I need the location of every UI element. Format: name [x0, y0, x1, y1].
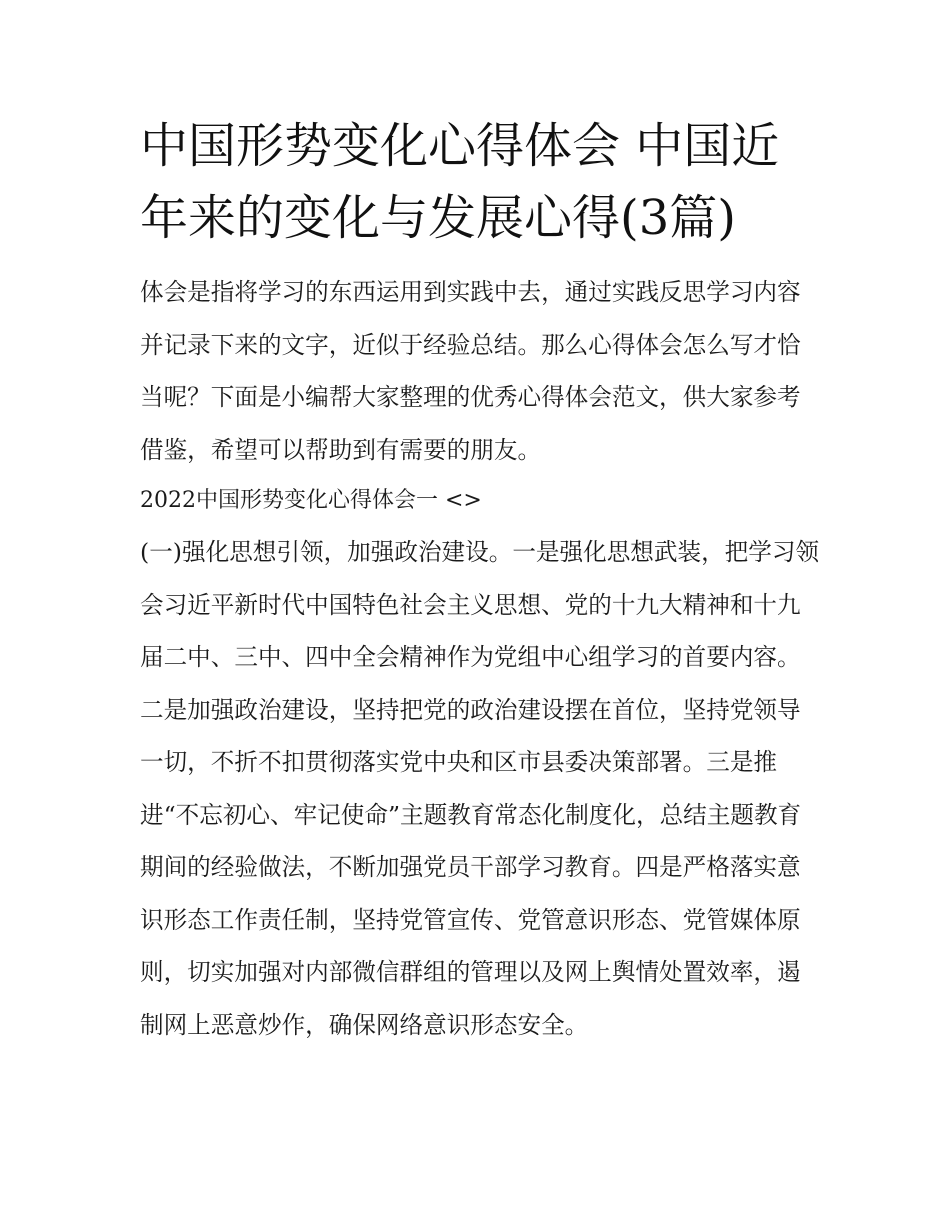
document-page: [140, 110, 820, 1051]
section-heading: 2022中国形势变化心得体会一 <>: [140, 488, 482, 513]
section-body-paragraph: (一)强化思想引领，加强政治建设。一是强化思想武装，把学习领会习近平新时代中国特色社会主义思想、党的十九大精神和十九届二中、三中、四中全会精神作为党组中心组学习的首要内容。二是加强政治建设，坚持把党的政治建设摆在首位，坚持党领导一切，不折不扣贯彻落实党中央和区市县委决策部署。三是推进“不忘初心、牢记使命”主题教育常态化制度化，总结主题教育期间的经验做法，不断加强党员干部学习教育。四是严格落实意识形态工作责任制，坚持党管宣传、党管意识形态、党管媒体原则，切实加强对内部微信群组的管理以及网上舆情处置效率，遏制网上恶意炒作，确保网络意识形态安全。: [140, 538, 820, 1039]
intro-paragraph: 体会是指将学习的东西运用到实践中去，通过实践反思学习内容并记录下来的文字，近似于经验总结。那么心得体会怎么写才恰当呢？下面是小编帮大家整理的优秀心得体会范文，供大家参考借鉴，希望可以帮助到有需要的朋友。: [140, 278, 801, 464]
document-title: 中国形势变化心得体会 中国近年来的变化与发展心得(3篇): [140, 118, 780, 246]
